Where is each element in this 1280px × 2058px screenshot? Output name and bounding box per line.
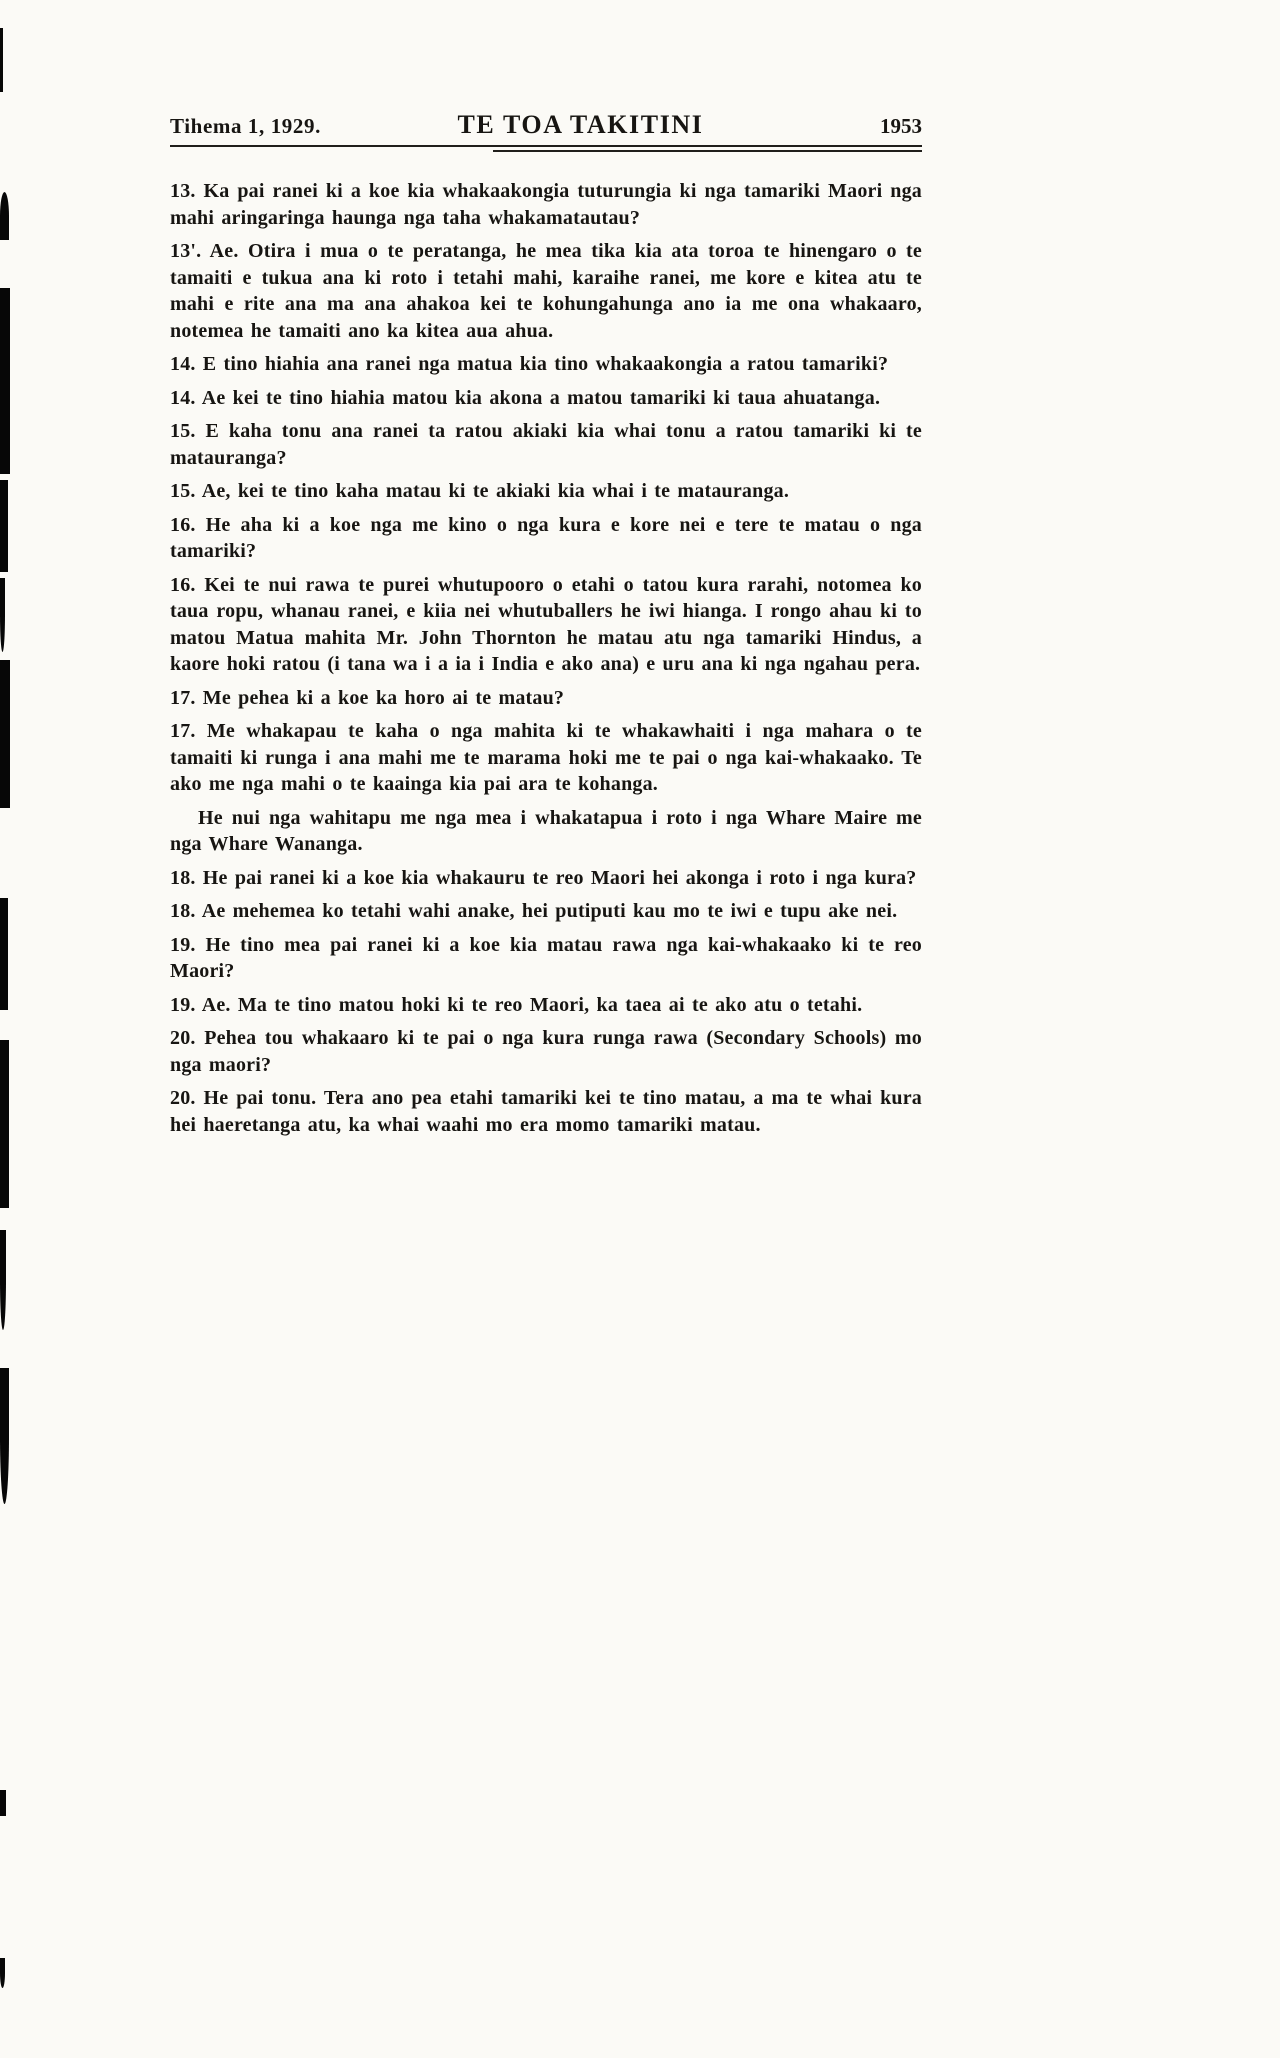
ink-mark	[0, 1230, 6, 1330]
ink-mark	[0, 660, 10, 808]
journal-title: TE TOA TAKITINI	[457, 110, 704, 139]
paragraph: 18. Ae mehemea ko tetahi wahi anake, hei putiputi kau mo te iwi e tupu ake nei.	[170, 900, 898, 922]
ink-mark	[0, 1368, 9, 1504]
paragraph: 20. Pehea tou whakaaro ki te pai o nga kura runga rawa (Secondary Schools) mo nga maori?	[170, 1027, 922, 1076]
paragraph: 14. E tino hiahia ana ranei nga matua kia tino whakaakongia a ratou tamariki?	[170, 353, 889, 375]
ink-mark	[0, 1790, 6, 1816]
paragraph: 18. He pai ranei ki a koe kia whakauru te reo Maori hei akonga i roto i nga kura?	[170, 866, 917, 889]
paragraph: 15. E kaha tonu ana ranei ta ratou akiaki kia whai tonu a ratou tamariki ki te matauranga?	[170, 420, 922, 469]
ink-mark	[0, 480, 8, 572]
page-header	[170, 110, 922, 140]
paragraph: 17. Me pehea ki a koe ka horo ai te matau?	[170, 686, 565, 709]
document-page	[170, 110, 922, 1145]
paragraph: He nui nga wahitapu me nga mea i whakatapua i roto i nga Whare Maire me nga Whare Wananga.	[170, 806, 922, 855]
paragraph: 14. Ae kei te tino hiahia matou kia akona a matou tamariki ki taua ahuatanga.	[170, 386, 881, 409]
ink-mark	[0, 288, 10, 474]
paragraph: 20. He pai tonu. Tera ano pea etahi tamariki kei te tino matau, a ma te whai kura hei haeretanga atu, ka whai waahi mo era momo tamariki matau.	[170, 1087, 922, 1136]
header-rule-top	[170, 145, 922, 147]
ink-mark	[0, 1040, 9, 1208]
paragraph: 15. Ae, kei te tino kaha matau ki te akiaki kia whai i te matauranga.	[170, 480, 790, 502]
ink-mark	[0, 192, 9, 240]
ink-mark	[0, 578, 5, 652]
paragraph: 19. Ae. Ma te tino matou hoki ki te reo Maori, ka taea ai te ako atu o tetahi.	[170, 993, 863, 1016]
header-date: Tihema 1, 1929.	[170, 114, 321, 138]
ink-mark	[0, 28, 3, 92]
paragraph: 16. He aha ki a koe nga me kino o nga kura e kore nei e tere te matau o nga tamariki?	[170, 513, 922, 562]
paragraph: 16. Kei te nui rawa te purei whutupooro o etahi o tatou kura rarahi, notomea ko taua ropu, whanau ranei, e kiia nei whutuballers he iwi hianga. I rongo ahau ki to matou Matua mahita Mr. John Thornton he matau atu nga tamariki Hindus, a kaore hoki ratou (i tana wa i a ia i India e ako ana) e uru ana ki nga ngahau pera.	[170, 573, 922, 675]
ink-mark	[0, 1958, 5, 1988]
header-divider	[170, 145, 922, 152]
header-rule-bottom	[493, 150, 922, 152]
paragraph: 13. Ka pai ranei ki a koe kia whakaakongia tuturungia ki nga tamariki Maori nga mahi aringaringa haunga nga taha whakamatautau?	[170, 180, 922, 229]
article-body	[170, 178, 922, 1138]
paragraph: 17. Me whakapau te kaha o nga mahita ki te whakawhaiti i nga mahara o te tamaiti ki runga i ana mahi me te marama hoki me te pai o nga kai-whakaako. Te ako me nga mahi o te kaainga kia pai ara te kohanga.	[170, 720, 922, 795]
ink-mark	[0, 898, 8, 1010]
page-number: 1953	[879, 114, 922, 138]
paragraph: 19. He tino mea pai ranei ki a koe kia matau rawa nga kai-whakaako ki te reo Maori?	[170, 933, 922, 982]
paragraph: 13'. Ae. Otira i mua o te peratanga, he mea tika kia ata toroa te hinengaro o te tamaiti e tukua ana ki roto i tetahi mahi, karaihe ranei, me kore e kitea atu te mahi e rite ana ma ana ahakoa kei te kohungahunga ano ia me ona whakaaro, notemea he tamaiti ano ka kitea aua ahua.	[170, 240, 922, 342]
